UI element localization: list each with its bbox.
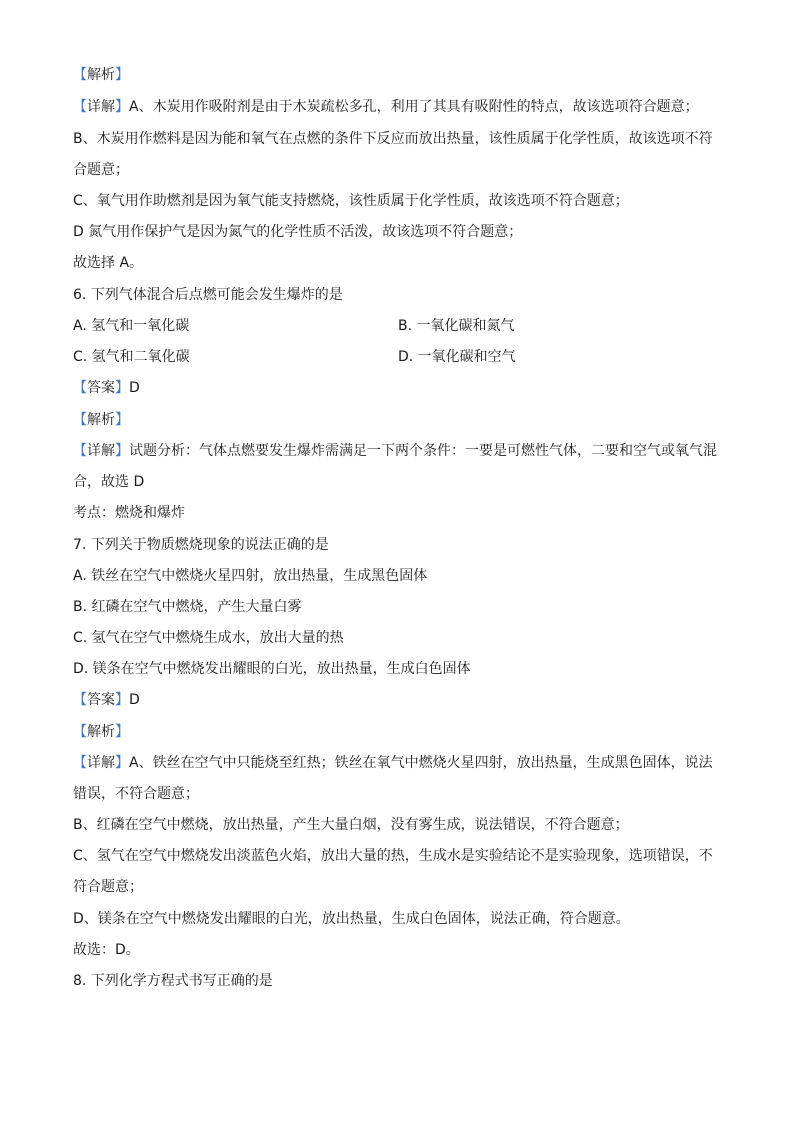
detail-paragraph: 【详解】A、铁丝在空气中只能烧至红热；铁丝在氧气中燃烧火星四射，放出热量，生成黑色固体，说法 xyxy=(73,755,713,771)
conclusion-line: 故选择 A。 xyxy=(73,255,144,271)
analysis-heading: 【解析】 xyxy=(73,724,129,740)
answer-line: 【答案】D xyxy=(73,692,140,708)
text-line: D、镁条在空气中燃烧发出耀眼的白光，放出热量，生成白色固体，说法正确，符合题意。 xyxy=(73,911,630,927)
q6-option-b: B. 一氧化碳和氮气 xyxy=(398,318,515,334)
q6-option-c: C. 氢气和二氧化碳 xyxy=(73,349,190,365)
q7-option-a: A. 铁丝在空气中燃烧火星四射，放出热量，生成黑色固体 xyxy=(73,568,428,584)
text-line: 符合题意； xyxy=(73,879,143,895)
q6-option-d: D. 一氧化碳和空气 xyxy=(398,349,516,365)
text-line: 合，故选 D xyxy=(73,474,145,490)
analysis-heading: 【解析】 xyxy=(73,67,129,83)
q7-option-b: B. 红磷在空气中燃烧，产生大量白雾 xyxy=(73,599,302,615)
text-line: C、氧气用作助燃剂是因为氧气能支持燃烧，该性质属于化学性质，故该选项不符合题意； xyxy=(73,193,629,209)
text-line: 错误，不符合题意； xyxy=(73,786,199,802)
text-line: 合题意； xyxy=(73,162,129,178)
kaodian-line: 考点：燃烧和爆炸 xyxy=(73,505,185,521)
detail-paragraph: 【详解】试题分析：气体点燃要发生爆炸需满足一下两个条件：一要是可燃性气体，二要和空气或氧气混 xyxy=(73,443,717,459)
analysis-heading: 【解析】 xyxy=(73,412,129,428)
text-line: B、木炭用作燃料是因为能和氧气在点燃的条件下反应而放出热量，该性质属于化学性质，故该选项不符 xyxy=(73,131,713,147)
question-7-stem: 7. 下列关于物质燃烧现象的说法正确的是 xyxy=(73,537,329,553)
text-line: D 氮气用作保护气是因为氮气的化学性质不活泼，故该选项不符合题意； xyxy=(73,224,523,240)
q6-option-a: A. 氢气和一氧化碳 xyxy=(73,318,190,334)
detail-paragraph: 【详解】A、木炭用作吸附剂是由于木炭疏松多孔，利用了其具有吸附性的特点，故该选项符合题意； xyxy=(73,99,699,115)
q7-option-d: D. 镁条在空气中燃烧发出耀眼的白光，放出热量，生成白色固体 xyxy=(73,661,471,677)
text-line: C、氢气在空气中燃烧发出淡蓝色火焰，放出大量的热，生成水是实验结论不是实验现象，选项错误，不 xyxy=(73,848,713,864)
question-8-stem: 8. 下列化学方程式书写正确的是 xyxy=(73,973,273,989)
answer-line: 【答案】D xyxy=(73,380,140,396)
q7-option-c: C. 氢气在空气中燃烧生成水，放出大量的热 xyxy=(73,630,344,646)
question-6-stem: 6. 下列气体混合后点燃可能会发生爆炸的是 xyxy=(73,287,343,303)
conclusion-line: 故选：D。 xyxy=(73,942,140,958)
text-line: B、红磷在空气中燃烧，放出热量，产生大量白烟，没有雾生成，说法错误，不符合题意； xyxy=(73,817,629,833)
